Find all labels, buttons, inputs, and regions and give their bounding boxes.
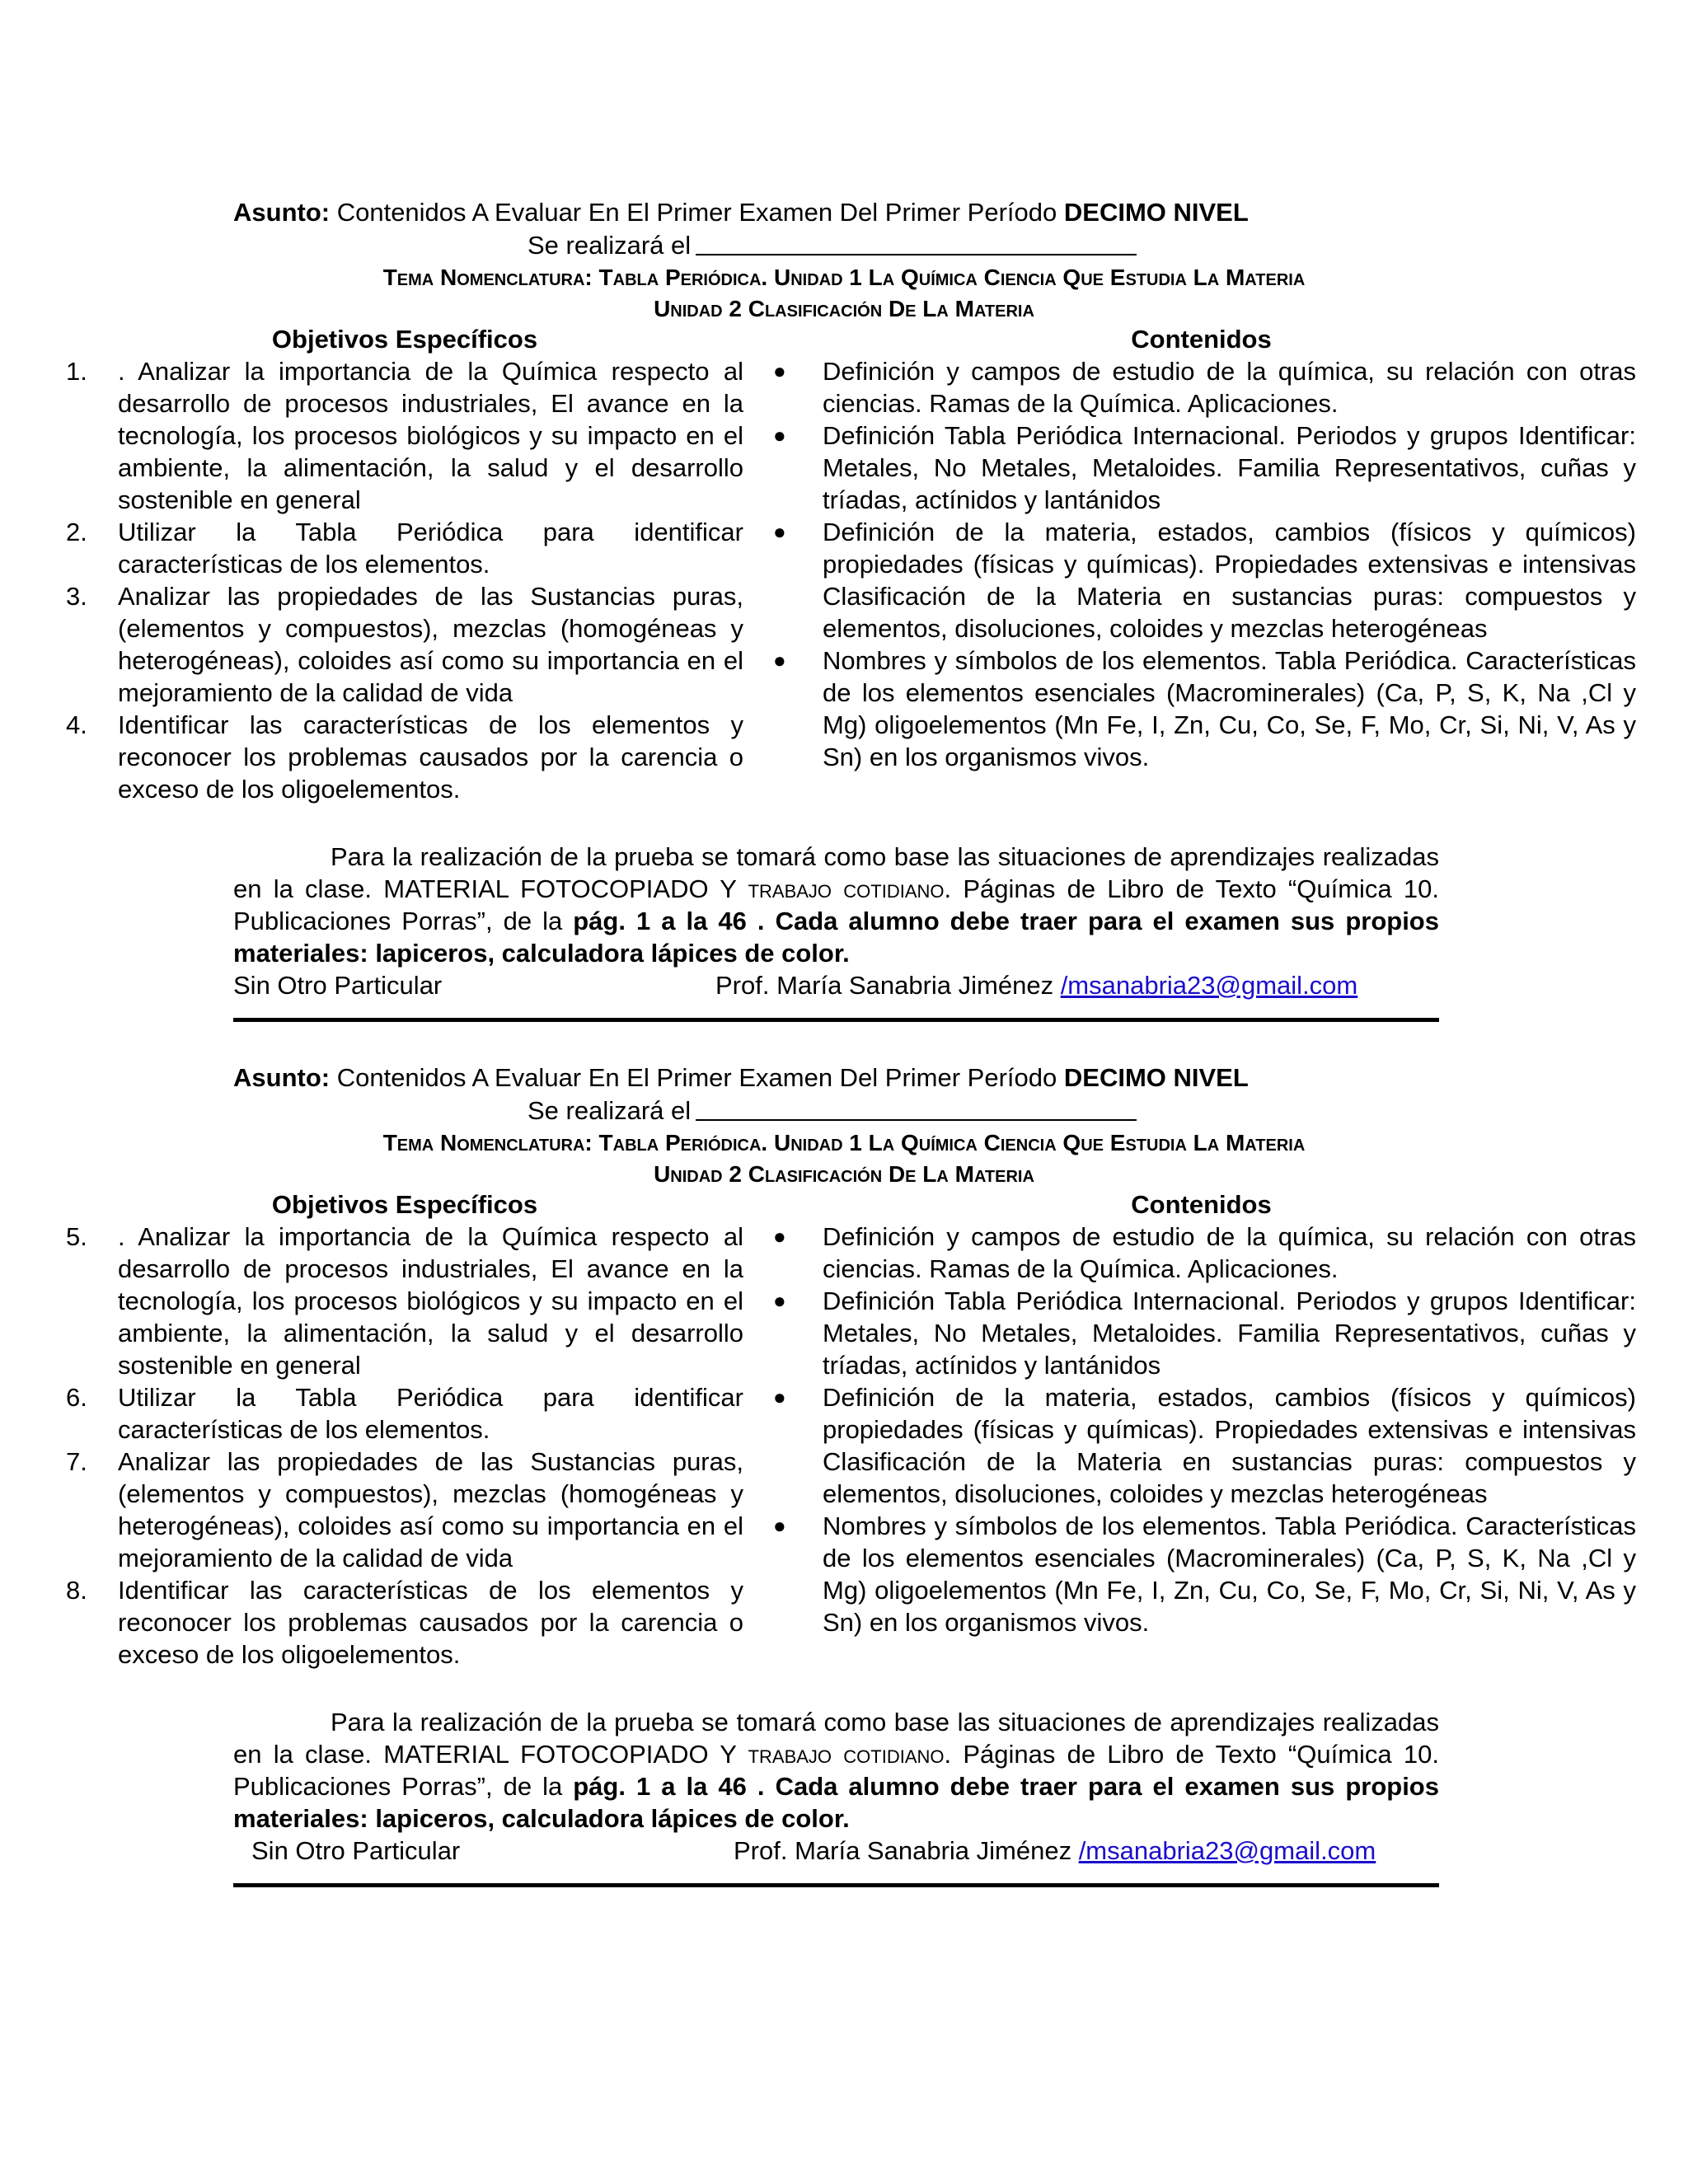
para-smallcaps: trabajo cotidiano: [748, 1740, 945, 1769]
bullet-icon: ●: [773, 1513, 786, 1538]
para-text-b: . Páginas de Libro de Texto “Química 10. Publicaciones Porras”, de la: [233, 874, 1439, 935]
item-text: Definición y campos de estudio de la química, su relación con otras ciencias. Ramas de la Química. Aplicaciones.: [823, 357, 1636, 418]
list-item: [767, 1381, 1636, 1510]
topic-line-1: Tema Nomenclatura: Tabla Periódica. Unidad 1 La Química Ciencia Que Estudia La Materia: [382, 265, 1306, 290]
item-number: 6.: [66, 1383, 87, 1412]
bullet-icon: ●: [773, 1385, 786, 1409]
contents-list: [767, 355, 1636, 773]
list-item: [767, 419, 1636, 516]
item-number: 3.: [66, 582, 87, 611]
objectives-header: Objetivos Específicos: [271, 1190, 538, 1219]
list-item: [66, 709, 743, 805]
item-text: Nombres y símbolos de los elementos. Tabla Periódica. Características de los elementos esenciales (Macrominerales) (Ca, P, S, K, Na ,Cl y Mg) oligoelementos (Mn Fe, I, Zn, Cu, Co, Se, F, Mo, Cr, Si, Ni, V, As y Sn) en los organismos vivos.: [823, 646, 1636, 771]
list-item: [66, 580, 743, 709]
contents-column: [767, 1188, 1636, 1638]
objectives-column: [66, 323, 743, 805]
item-text: Definición y campos de estudio de la química, su relación con otras ciencias. Ramas de la Química. Aplicaciones.: [823, 1222, 1636, 1283]
item-number: 1.: [66, 357, 87, 386]
subject-text: Contenidos A Evaluar En El Primer Examen Del Primer Período: [330, 1063, 1064, 1092]
subject-line: [233, 196, 1249, 229]
list-item: [66, 1221, 743, 1381]
item-text: Utilizar la Tabla Periódica para identificar características de los elementos.: [118, 1383, 743, 1444]
bullet-icon: ●: [773, 648, 786, 673]
subject-text: Contenidos A Evaluar En El Primer Examen Del Primer Período: [330, 198, 1064, 227]
instructions-paragraph: [233, 1706, 1439, 1835]
subject-line: [233, 1062, 1249, 1094]
notice-block-2: [0, 1062, 1688, 1919]
subject-label: Asunto:: [233, 1063, 331, 1092]
instructions-paragraph: [233, 841, 1439, 969]
item-number: 7.: [66, 1447, 87, 1476]
divider: [233, 1018, 1439, 1022]
item-number: 2.: [66, 518, 87, 546]
list-item: [66, 1381, 743, 1446]
item-text: . Analizar la importancia de la Química respecto al desarrollo de procesos industriales, El avance en la tecnología, los procesos biológicos y su impacto en el ambiente, la alimentación, la salud y el desarrollo sostenible en general: [118, 357, 743, 514]
item-text: Nombres y símbolos de los elementos. Tabla Periódica. Características de los elementos esenciales (Macrominerales) (Ca, P, S, K, Na ,Cl y Mg) oligoelementos (Mn Fe, I, Zn, Cu, Co, Se, F, Mo, Cr, Si, Ni, V, As y Sn) en los organismos vivos.: [823, 1511, 1636, 1637]
list-item: [66, 1446, 743, 1574]
list-item: [767, 516, 1636, 644]
list-item: [66, 355, 743, 516]
item-text: Definición Tabla Periódica Internacional. Periodos y grupos Identificar: Metales, No Metales, Metaloides. Familia Representativos, cuñas y tríadas, actínidos y lantánidos: [823, 1286, 1636, 1380]
topic-line-2: Unidad 2 Clasificación De La Materia: [654, 296, 1034, 321]
para-text-a: Para la realización de la prueba se tomará como base las situaciones de aprendizajes realizadas en la clase. MATERIAL FOTOCOPIADO Y: [233, 1708, 1439, 1769]
contents-list: [767, 1221, 1636, 1638]
item-text: Analizar las propiedades de las Sustancias puras, (elementos y compuestos), mezclas (homogéneas y heterogéneas), coloides así como su importancia en el mejoramiento de la calidad de vida: [118, 1447, 743, 1572]
divider: [233, 1883, 1439, 1887]
list-item: [66, 516, 743, 580]
item-text: Definición de la materia, estados, cambios (físicos y químicos) propiedades (físicas y químicas). Propiedades extensivas e intensivas Clasificación de la Materia en sustancias puras: compuestos y elementos, disoluciones, coloides y mezclas heterogéneas: [823, 518, 1636, 643]
item-text: Identificar las características de los elementos y reconocer los problemas causados por la carencia o exceso de los oligoelementos.: [118, 710, 743, 804]
list-item: [66, 1574, 743, 1671]
item-number: 4.: [66, 710, 87, 739]
topic-line-2: Unidad 2 Clasificación De La Materia: [654, 1161, 1034, 1187]
item-text: Analizar las propiedades de las Sustancias puras, (elementos y compuestos), mezclas (homogéneas y heterogéneas), coloides así como su importancia en el mejoramiento de la calidad de vida: [118, 582, 743, 707]
bullet-icon: ●: [773, 423, 786, 448]
item-number: 5.: [66, 1222, 87, 1251]
bullet-icon: ●: [773, 1288, 786, 1313]
list-item: [767, 644, 1636, 773]
notice-block-1: [0, 196, 1688, 1053]
objectives-column: [66, 1188, 743, 1671]
objectives-list: [66, 1221, 743, 1671]
bullet-icon: ●: [773, 1224, 786, 1249]
list-item: [767, 355, 1636, 419]
para-text-b: . Páginas de Libro de Texto “Química 10. Publicaciones Porras”, de la: [233, 1740, 1439, 1801]
date-label: Se realizará el: [528, 1096, 692, 1125]
para-smallcaps: trabajo cotidiano: [748, 874, 945, 903]
email-link[interactable]: /msanabria23@gmail.com: [1060, 971, 1358, 1000]
email-link[interactable]: /msanabria23@gmail.com: [1078, 1836, 1376, 1865]
date-line: [528, 1094, 1137, 1127]
level-label: DECIMO NIVEL: [1063, 198, 1249, 227]
level-label: DECIMO NIVEL: [1063, 1063, 1249, 1092]
para-text-a: Para la realización de la prueba se tomará como base las situaciones de aprendizajes realizadas en la clase. MATERIAL FOTOCOPIADO Y: [233, 842, 1439, 903]
item-number: 8.: [66, 1576, 87, 1605]
list-item: [767, 1221, 1636, 1285]
list-item: [767, 1285, 1636, 1381]
item-text: Identificar las características de los elementos y reconocer los problemas causados por la carencia o exceso de los oligoelementos.: [118, 1576, 743, 1669]
item-text: Definición de la materia, estados, cambios (físicos y químicos) propiedades (físicas y químicas). Propiedades extensivas e intensivas Clasificación de la Materia en sustancias puras: compuestos y elementos, disoluciones, coloides y mezclas heterogéneas: [823, 1383, 1636, 1508]
teacher-name: Prof. María Sanabria Jiménez: [734, 1836, 1079, 1865]
bullet-icon: ●: [773, 359, 786, 383]
item-text: Definición Tabla Periódica Internacional. Periodos y grupos Identificar: Metales, No Metales, Metaloides. Familia Representativos, cuñas y tríadas, actínidos y lantánidos: [823, 421, 1636, 514]
teacher-name: Prof. María Sanabria Jiménez: [715, 971, 1061, 1000]
contents-header: Contenidos: [1131, 325, 1272, 354]
date-line: [528, 229, 1137, 262]
date-blank: [696, 1094, 1137, 1121]
closing-text: Sin Otro Particular: [233, 971, 443, 1000]
contents-column: [767, 323, 1636, 773]
signature-line: [715, 969, 1357, 1001]
list-item: [767, 1510, 1636, 1638]
subject-label: Asunto:: [233, 198, 331, 227]
signature-line: [734, 1835, 1376, 1867]
bullet-icon: ●: [773, 519, 786, 544]
closing-text: Sin Otro Particular: [251, 1836, 461, 1865]
item-text: Utilizar la Tabla Periódica para identificar características de los elementos.: [118, 518, 743, 579]
contents-header: Contenidos: [1131, 1190, 1272, 1219]
date-label: Se realizará el: [528, 231, 692, 260]
topic-line-1: Tema Nomenclatura: Tabla Periódica. Unidad 1 La Química Ciencia Que Estudia La Materia: [382, 1130, 1306, 1155]
item-text: . Analizar la importancia de la Química respecto al desarrollo de procesos industriales, El avance en la tecnología, los procesos biológicos y su impacto en el ambiente, la alimentación, la salud y el desarrollo sostenible en general: [118, 1222, 743, 1380]
objectives-header: Objetivos Específicos: [271, 325, 538, 354]
para-bold: pág. 1 a la 46 . Cada alumno debe traer para el examen sus propios materiales: lapiceros, calculadora lápices de color.: [233, 1772, 1439, 1833]
para-bold: pág. 1 a la 46 . Cada alumno debe traer para el examen sus propios materiales: lapiceros, calculadora lápices de color.: [233, 907, 1439, 968]
date-blank: [696, 229, 1137, 255]
objectives-list: [66, 355, 743, 805]
